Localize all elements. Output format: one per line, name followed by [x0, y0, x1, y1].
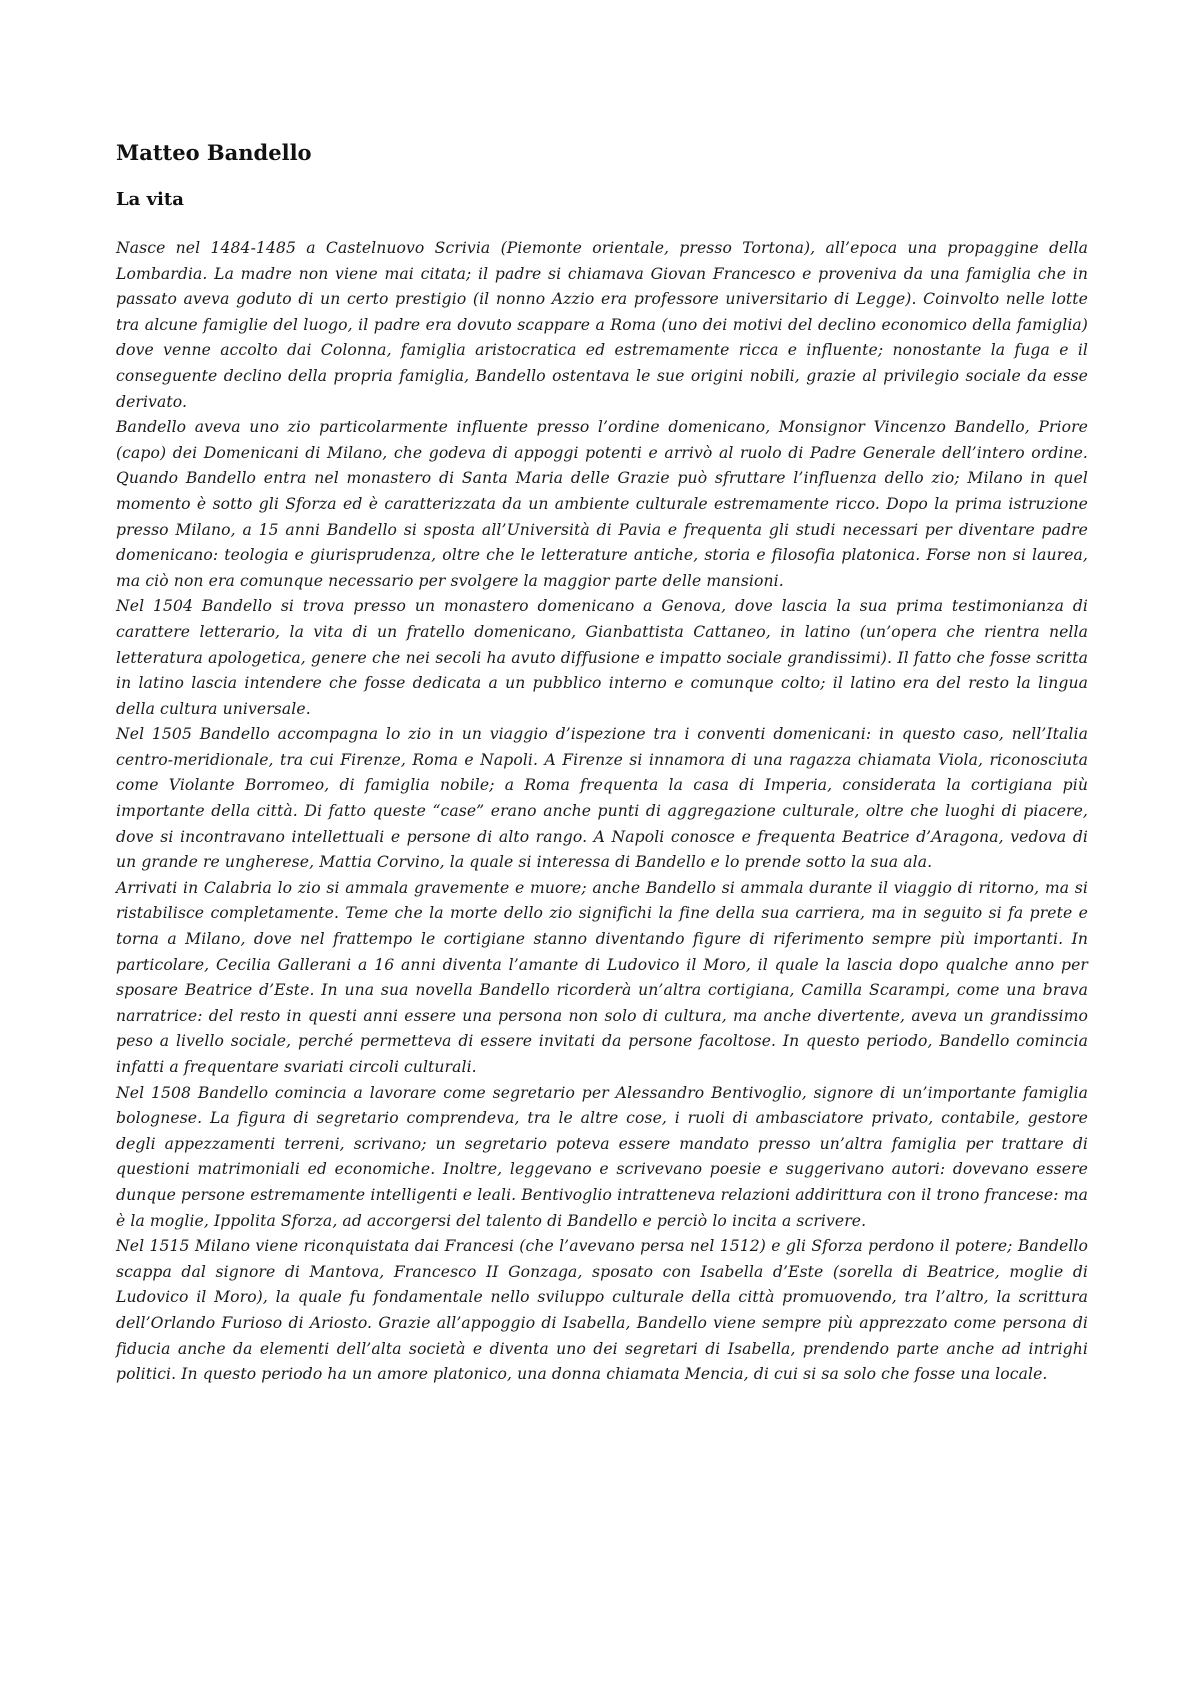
paragraph: Nel 1505 Bandello accompagna lo zio in un viaggio d’ispezione tra i conventi domenicani: in questo caso, nell’Italia centro-meridionale, tra cui Firenze, Roma e Napoli. A Firenze si innamora di una ragazza chiamata Viola, riconosciuta come Violante Borromeo, di famiglia nobile; a Roma frequenta la casa di Imperia, considerata la cortigiana più importante della città. Di fatto queste “case” erano anche punti di aggregazione culturale, oltre che luoghi di piacere, dove si incontravano intellettuali e persone di alto rango. A Napoli conosce e frequenta Beatrice d’Aragona, vedova di un grande re ungherese, Mattia Corvino, la quale si interessa di Bandello e lo prende sotto la sua ala. [116, 725, 1088, 872]
paragraph: Nel 1508 Bandello comincia a lavorare come segretario per Alessandro Bentivoglio, signore di un’importante famiglia bolognese. La figura di segretario comprendeva, tra le altre cose, i ruoli di ambasciatore privato, contabile, gestore degli appezzamenti terreni, scrivano; un segretario poteva essere mandato presso un’altra famiglia per trattare di questioni matrimoniali ed economiche. Inoltre, leggevano e scrivevano poesie e suggerivano autori: dovevano essere dunque persone estremamente intelligenti e leali. Bentivoglio intratteneva relazioni addirittura con il trono francese: ma è la moglie, Ippolita Sforza, ad accorgersi del talento di Bandello e perciò lo incita a scrivere. [116, 1083, 1088, 1230]
page-content [116, 140, 1088, 1388]
paragraph: Nel 1504 Bandello si trova presso un monastero domenicano a Genova, dove lascia la sua prima testimonianza di carattere letterario, la vita di un fratello domenicano, Gianbattista Cattaneo, in latino (un’opera che rientra nella letteratura apologetica, genere che nei secoli ha avuto diffusione e impatto sociale grandissimi). Il fatto che fosse scritta in latino lascia intendere che fosse dedicata a un pubblico interno e comunque colto; il latino era del resto la lingua della cultura universale. [116, 597, 1088, 718]
document-title: Matteo Bandello [116, 140, 312, 165]
paragraph: Nasce nel 1484-1485 a Castelnuovo Scrivia (Piemonte orientale, presso Tortona), all’epoca una propaggine della Lombardia. La madre non viene mai citata; il padre si chiamava Giovan Francesco e proveniva da una famiglia che in passato aveva goduto di un certo prestigio (il nonno Azzio era professore universitario di Legge). Coinvolto nelle lotte tra alcune famiglie del luogo, il padre era dovuto scappare a Roma (uno dei motivi del declino economico della famiglia) dove venne accolto dai Colonna, famiglia aristocratica ed estremamente ricca e influente; nonostante la fuga e il conseguente declino della propria famiglia, Bandello ostentava le sue origini nobili, grazie al privilegio sociale da esse derivato. [116, 239, 1088, 411]
paragraph: Nel 1515 Milano viene riconquistata dai Francesi (che l’avevano persa nel 1512) e gli Sforza perdono il potere; Bandello scappa dal signore di Mantova, Francesco II Gonzaga, sposato con Isabella d’Este (sorella di Beatrice, moglie di Ludovico il Moro), la quale fu fondamentale nello sviluppo culturale della città promuovendo, tra l’altro, la scrittura dell’Orlando Furioso di Ariosto. Grazie all’appoggio di Isabella, Bandello viene sempre più apprezzato come persona di fiducia anche da elementi dell’alta società e diventa uno dei segretari di Isabella, prendendo parte anche ad intrighi politici. In questo periodo ha un amore platonico, una donna chiamata Mencia, di cui si sa solo che fosse una locale. [116, 1237, 1088, 1384]
paragraph: Bandello aveva uno zio particolarmente influente presso l’ordine domenicano, Monsignor Vincenzo Bandello, Priore (capo) dei Domenicani di Milano, che godeva di appoggi potenti e arrivò al ruolo di Padre Generale dell’intero ordine. Quando Bandello entra nel monastero di Santa Maria delle Grazie può sfruttare l’influenza dello zio; Milano in quel momento è sotto gli Sforza ed è caratterizzata da un ambiente culturale estremamente ricco. Dopo la prima istruzione presso Milano, a 15 anni Bandello si sposta all’Università di Pavia e frequenta gli studi necessari per diventare padre domenicano: teologia e giurisprudenza, oltre che le letterature antiche, storia e filosofia platonica. Forse non si laurea, ma ciò non era comunque necessario per svolgere la maggior parte delle mansioni. [116, 418, 1088, 590]
paragraph: Arrivati in Calabria lo zio si ammala gravemente e muore; anche Bandello si ammala durante il viaggio di ritorno, ma si ristabilisce completamente. Teme che la morte dello zio significhi la fine della sua carriera, ma in seguito si fa prete e torna a Milano, dove nel frattempo le cortigiane stanno diventando figure di riferimento sempre più importanti. In particolare, Cecilia Gallerani a 16 anni diventa l’amante di Ludovico il Moro, il quale la lascia dopo qualche anno per sposare Beatrice d’Este. In una sua novella Bandello ricorderà un’altra cortigiana, Camilla Scarampi, come una brava narratrice: del resto in questi anni essere una persona non solo di cultura, ma anche divertente, aveva un grandissimo peso a livello sociale, perché permetteva di essere invitati da persone facoltose. In questo periodo, Bandello comincia infatti a frequentare svariati circoli culturali. [116, 878, 1088, 1076]
section-heading: La vita [116, 189, 184, 210]
body-text [116, 236, 1088, 1388]
